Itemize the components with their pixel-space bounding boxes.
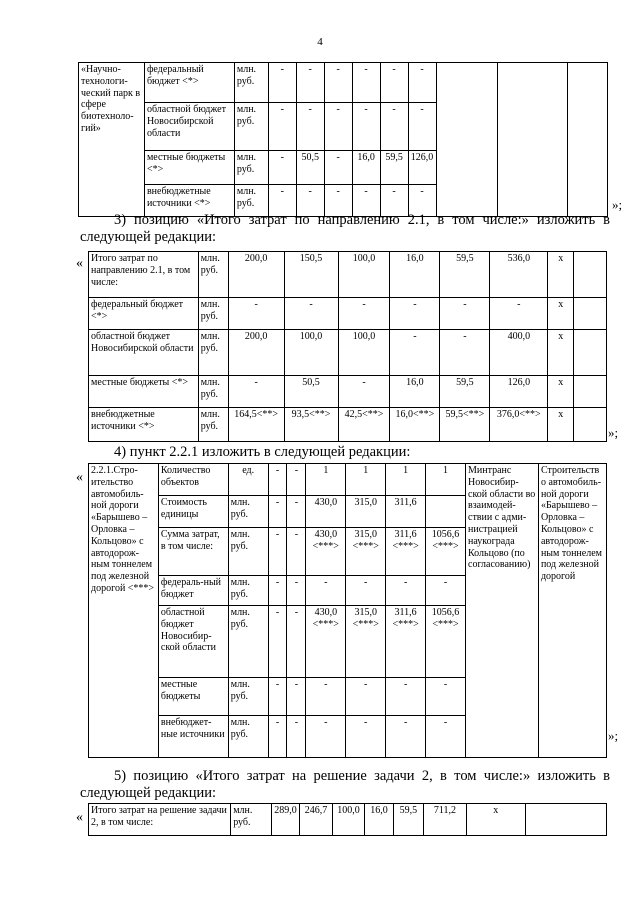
executor-cell: Минтранс Новосибир-ской области во взаимодей-ствии с адми-нистрацией наукограда Кольцово (по согласованию) [466, 464, 539, 758]
closing-quote: »; [608, 728, 619, 743]
table-row: местные бюджеты <*> млн. руб. - 50,5 - 16,0 59,5 126,0 х [89, 376, 607, 408]
table-row: внебюджет-ные источники млн. руб. - - - - - - [89, 716, 607, 758]
table-row: внебюджетные источники <*> млн. руб. 164,5<**> 93,5<**> 42,5<**> 16,0<**> 59,5<**> 376,0<**> х [89, 408, 607, 442]
table-row: местные бюджеты <*> млн. руб. - 50,5 - 16,0 59,5 126,0 [79, 151, 608, 185]
table-row: Сумма затрат, в том числе: млн. руб. - - 430,0 <***> 315,0 <***> 311,6 <***> 1056,6 <***> [89, 528, 607, 576]
table-row: федераль-ный бюджет млн. руб. - - - - - - [89, 576, 607, 606]
table-row: областной бюджет Новосибирской области млн. руб. 200,0 100,0 100,0 - - 400,0 х [89, 330, 607, 376]
table-row: внебюджетные источники <*> млн. руб. - - - - - - [79, 185, 608, 217]
paragraph-3: 3) позицию «Итого затрат по направлению 2.1, в том числе:» изложить в следующей редакции: [80, 212, 610, 245]
table-row: 2.2.1.Стро-ительство автомобиль-ной дороги «Барышево – Орловка – Кольцово» с автодорож-ным тоннелем под железной дорогой <***> Количество объектов ед. - - 1 1 1 1 Минтранс Новосибир-ской области во взаимодей-ствии с адми-нистрацией наукограда Кольцово (по согласованию) Строительств о автомобиль-ной дороги «Барышево – Орловка – Кольцово» с автодорож-ным тоннелем под железной дорогой [89, 464, 607, 496]
table-total-2-1 [88, 251, 607, 442]
table-technopark [78, 62, 608, 217]
paragraph-4: 4) пункт 2.2.1 изложить в следующей редакции: [114, 444, 411, 460]
table-row: федеральный бюджет <*> млн. руб. - - - - - - х [89, 298, 607, 330]
table-row: «Научно-технологи-ческий парк в сфере биотехноло-гий» федеральный бюджет <*> млн. руб. - - - - - - [79, 63, 608, 103]
table-road-2-2-1 [88, 463, 607, 758]
table-row: местные бюджеты млн. руб. - - - - - - [89, 678, 607, 716]
table-row: Итого затрат по направлению 2.1, в том числе: млн. руб. 200,0 150,5 100,0 16,0 59,5 536,0 х [89, 252, 607, 298]
result-cell: Строительств о автомобиль-ной дороги «Барышево – Орловка – Кольцово» с автодорож-ным тоннелем под железной дорогой [538, 464, 606, 758]
table-row: Стоимость единицы млн. руб. - - 430,0 315,0 311,6 [89, 496, 607, 528]
table-row: областной бюджет Новосибирской области млн. руб. - - - - - - [79, 103, 608, 151]
paragraph-5: 5) позицию «Итого затрат на решение задачи 2, в том числе:» изложить в следующей редакции: [80, 768, 610, 801]
page-number: 4 [317, 36, 323, 48]
table-row: Итого затрат на решение задачи 2, в том числе: млн. руб. 289,0 246,7 100,0 16,0 59,5 711,2 х [89, 804, 607, 836]
closing-quote: »; [612, 197, 623, 212]
table-row: областной бюджет Новосибир-ской области млн. руб. - - 430,0 <***> 315,0 <***> 311,6 <***> 1056,6 <***> [89, 606, 607, 678]
opening-quote: « [76, 470, 83, 485]
table-total-task-2 [88, 803, 607, 836]
opening-quote: « [76, 256, 83, 271]
activity-name: 2.2.1.Стро-ительство автомобиль-ной дороги «Барышево – Орловка – Кольцово» с автодорож-ным тоннелем под железной дорогой <***> [89, 464, 159, 758]
closing-quote: »; [608, 425, 619, 440]
activity-name: «Научно-технологи-ческий парк в сфере биотехноло-гий» [79, 63, 145, 217]
opening-quote: « [76, 810, 83, 825]
